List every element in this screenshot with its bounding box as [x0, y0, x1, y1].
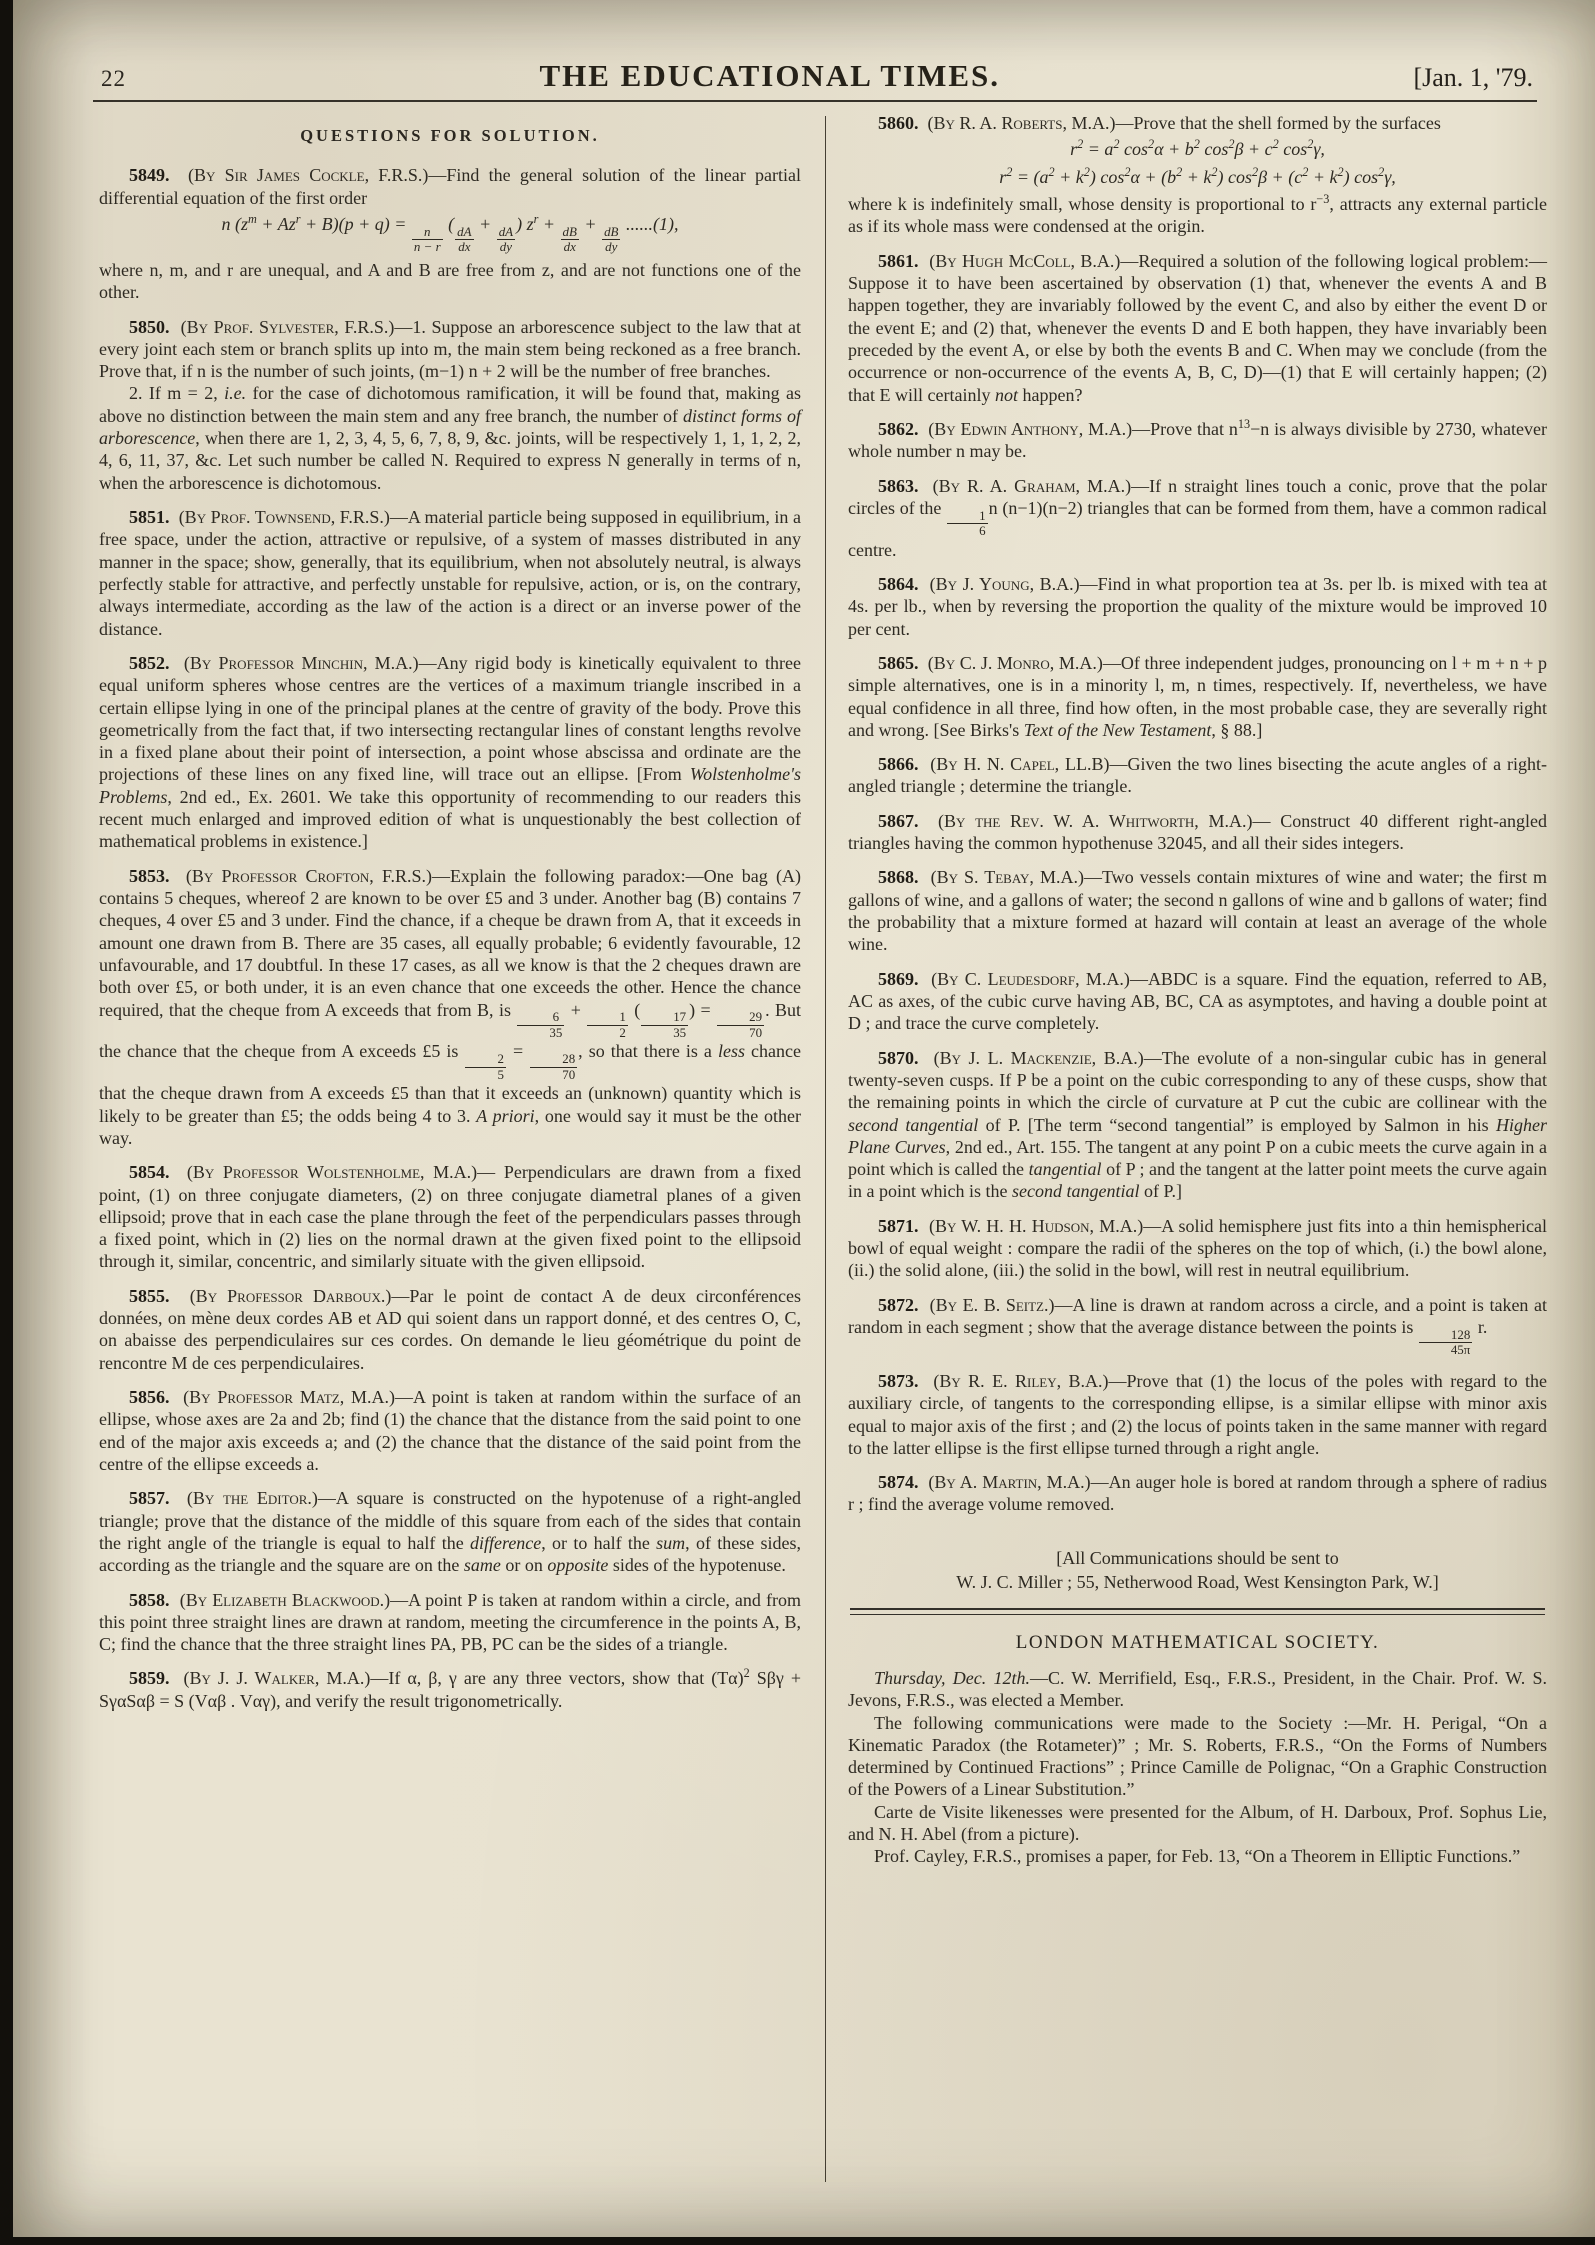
society-paragraph: Prof. Cayley, F.R.S., promises a paper, for Feb. 13, “On a Theorem in Elliptic Functions.”	[874, 1846, 1521, 1867]
section-title: QUESTIONS FOR SOLUTION.	[300, 126, 600, 145]
problem-text: —A solid hemisphere just fits into a thin hemispherical bowl of equal weight : compare the radii of the spheres on the top of which, (i.) the bowl alone, (ii.) the solid alone, (iii.) the solid in the bowl, will rest in neutral equilibrium.	[848, 1215, 1547, 1281]
problem-number: 5851.	[129, 507, 170, 528]
problem-5873	[848, 1370, 1547, 1459]
problem-attribution: (By the Rev. W. A. Whitworth, M.A.)	[937, 810, 1253, 831]
problem-attribution: (By Professor Wolstenholme, M.A.)	[186, 1162, 478, 1183]
problem-5864	[848, 573, 1547, 640]
problem-5869	[848, 968, 1547, 1035]
problem-text: —Of three independent judges, pronouncing on l + m + n + p simple alternatives, one is in a minority l, m, n times, respectively. If, nevertheless, we have equal confidence in all three, find how often, in the most probable case, they are severally right and wrong. [See Birks's Text of the New Testament, § 88.]	[848, 652, 1547, 740]
problem-number: 5850.	[129, 316, 170, 337]
problem-attribution: (By S. Tebay, M.A.)	[930, 867, 1084, 888]
problem-text: —Prove that (1) the locus of the poles with regard to the auxiliary circle, of tangents to the corresponding ellipse, is a similar ellipse with minor axis equal to major axis of the first ; and (2) the locus of points taken in the same manner with regard to the latter ellipse is the first ellipse turned through a right angle.	[848, 1370, 1548, 1458]
problem-5856	[99, 1386, 801, 1475]
problem-text: —Any rigid body is kinetically equivalent to three equal uniform spheres whose centres are the vertices of a maximum triangle inscribed in a certain ellipse lying in one of the principal planes at the centre of gravity of the body. Prove this geometrically from the fact that, if two intersecting rectangular lines of constant lengths revolve in a fixed plane about their point of intersection, a point whose abscissa and ordinate are the projections of these lines on any fixed line, will trace out an ellipse. [From Wolstenholme's Problems, 2nd ed., Ex. 2601. We take this opportunity of recommending to our readers this recent much enlarged and improved edition of what is unquestionably the best collection of mathematical problems in existence.]	[99, 652, 801, 852]
problem-attribution: (By R. E. Riley, B.A.)	[933, 1370, 1109, 1391]
problem-5867	[848, 810, 1547, 855]
problem-text: —Explain the following paradox:—One bag (A) contains 5 cheques, whereof 2 are known to be over £5 and 3 under. Another bag (B) contains 7 cheques, 4 over £5 and 3 under. Find the chance, if a cheque be drawn from A, that it exceeds in amount one drawn from B. There are 35 cases, all equally probable; 6 evidently favourable, 12 unfavourable, and 17 doubtful. In these 17 cases, as all we know is that the 2 cheques drawn are both over £5, or both under, it is an even chance that one exceeds the other. Hence the chance required, that the cheque from A exceeds that from B, is $\frac{6}{35}$ + $\frac{1}{2}$ ( $\frac{17}{35}$ ) = $\frac{29}{70}$ . But the chance that the cheque from A exceeds £5 is $\frac{2}{5}$ = $\frac{28}{70}$ , so that there is a less chance that the cheque drawn from A exceeds £5 than that it exceeds an (unknown) quantity which is likely to be greater than £5; the odds being 4 to 3. A priori, one would say it must be the other way.	[99, 865, 801, 1148]
problem-5858	[99, 1589, 801, 1656]
problem-number: 5869.	[878, 968, 919, 989]
problem-number: 5865.	[878, 652, 919, 673]
problem-text: where k is indefinitely small, whose density is proportional to $r^{-3}$, attracts any external particle as if its whole mass were condensed at the origin.	[848, 192, 1547, 237]
left-column	[99, 112, 801, 2212]
problem-number: 5856.	[129, 1387, 170, 1407]
problem-number: 5857.	[129, 1488, 170, 1509]
problem-number: 5863.	[878, 475, 919, 496]
problem-attribution: (By J. Young, B.A.)	[929, 573, 1080, 594]
section-divider	[850, 1608, 1545, 1615]
communications-line-2: W. J. C. Miller ; 55, Netherwood Road, West Kensington Park, W.]	[956, 1572, 1439, 1593]
problem-text: —A line is drawn at random across a circle, and a point is taken at random in each segment ; show that the average distance between the points is $\frac{128}{45\pi}$ r.	[848, 1294, 1548, 1358]
problem-5872	[848, 1294, 1547, 1358]
page-date: [Jan. 1, '79.	[1413, 63, 1533, 92]
masthead	[13, 0, 1595, 100]
problem-5863	[848, 475, 1547, 561]
problem-number: 5867.	[878, 810, 919, 831]
problem-attribution: (By J. L. Mackenzie, B.A.)	[933, 1047, 1144, 1068]
problem-attribution: (By R. A. Graham, M.A.)	[932, 475, 1132, 496]
problem-formula: $r^2 = (a^2 + k^2) \cos^2\alpha + (b^2 + k^2) \cos^2\beta + (c^2 + k^2)$ $\cos^2\gamma$,	[999, 164, 1396, 187]
scanned-page	[13, 0, 1595, 2237]
problem-5851	[99, 506, 801, 640]
problem-attribution: (By Prof. Townsend, F.R.S.)	[178, 507, 390, 528]
problem-number: 5861.	[878, 250, 919, 271]
problem-5874	[848, 1471, 1547, 1516]
problem-5870	[848, 1047, 1547, 1203]
problem-5854	[99, 1161, 801, 1273]
problem-text: —An auger hole is bored at random through a sphere of radius r ; find the average volume removed.	[848, 1472, 1548, 1515]
problem-5865	[848, 652, 1547, 741]
problem-number: 5874.	[878, 1472, 919, 1493]
problem-number: 5864.	[878, 573, 919, 594]
problem-text: — Perpendiculars are drawn from a fixed point, (1) on three conjugate diameters, (2) on three conjugate diametral planes of a given ellipsoid; prove that in each case the plane through the feet of the perpendiculars passes through a fixed point, which in (2) lies on the normal drawn at the given fixed point to the ellipsoid through it, similar, concentric, and similarly situate with the given ellipsoid.	[99, 1162, 802, 1272]
problem-number: 5855.	[129, 1285, 170, 1306]
problem-number: 5870.	[878, 1047, 919, 1068]
society-paragraph: The following communications were made to the Society :—Mr. H. Perigal, “On a Kinematic Paradox (the Rotameter)” ; Mr. S. Roberts, F.R.S., “On the Forms of Numbers determined by Continued Fractions” ; Prince Camille de Polignac, “On a Graphic Construction of the Powers of a Linear Substitution.”	[848, 1712, 1547, 1800]
problem-5853	[99, 865, 801, 1149]
communications-line-1: [All Communications should be sent to	[1056, 1547, 1339, 1568]
problem-5871	[848, 1215, 1547, 1282]
communications-note	[854, 1546, 1541, 1595]
problem-text: —A square is constructed on the hypotenuse of a right-angled triangle; prove that the distance of the middle of this square from each of the sides that contain the right angle of the triangle is equal to half the difference, or to half the sum, of these sides, according as the triangle and the square are on the same or on opposite sides of the hypotenuse.	[99, 1488, 802, 1576]
problem-number: 5872.	[878, 1294, 919, 1315]
problem-number: 5859.	[129, 1668, 170, 1689]
problem-attribution: (By Sir James Cockle, F.R.S.)	[187, 165, 429, 186]
problem-number: 5852.	[129, 652, 170, 673]
problem-attribution: (By R. A. Roberts, M.A.)	[927, 113, 1116, 133]
problem-5849	[99, 164, 801, 303]
problem-attribution: (By E. B. Seitz.)	[929, 1294, 1055, 1315]
problem-attribution: (By C. J. Monro, M.A.)	[927, 652, 1103, 673]
problem-5852	[99, 652, 801, 853]
society-paragraph: Thursday, Dec. 12th.—C. W. Merrifield, Esq., F.R.S., President, in the Chair. Prof. W. S. Jevons, F.R.S., was elected a Member.	[848, 1667, 1547, 1711]
problem-formula: $r^2 = a^2$ $\cos^2\alpha + b^2$ $\cos^2\beta + c^2$ $\cos^2\gamma$,	[1070, 137, 1325, 160]
problem-attribution: (By Professor Minchin, M.A.)	[183, 652, 419, 673]
problem-attribution: (By A. Martin, M.A.)	[928, 1472, 1091, 1493]
society-title: LONDON MATHEMATICAL SOCIETY.	[1015, 1632, 1380, 1654]
problem-attribution: (By the Editor.)	[186, 1488, 318, 1509]
problem-5866	[848, 753, 1547, 798]
problem-number: 5860.	[878, 113, 919, 133]
problem-text: —Par le point de contact A de deux circonférences données, on mène deux cordes AB et AD qui soient dans un rapport donné, et des centres O, C, on abaisse des perpendiculaires sur ces cordes. On demande le lieu géométrique du point de rencontre M de ces perpendiculaires.	[99, 1285, 801, 1373]
column-divider	[825, 116, 826, 2182]
problem-text: —A point is taken at random within the surface of an ellipse, whose axes are 2a and 2b; find (1) the chance that the distance from the said point to one end of the major axis exceeds a; and (2) the chance that the distance of the said point from the centre of the ellipse exceeds a.	[99, 1387, 802, 1474]
problem-number: 5873.	[878, 1370, 919, 1391]
problem-number: 5854.	[129, 1162, 170, 1183]
problem-text: —Two vessels contain mixtures of wine and water; the first m gallons of wine, and a gallons of water; the second n gallons of wine and b gallons of water; find the probability that a mixture formed at hazard will contain at least an average of the whole wine.	[848, 867, 1548, 955]
problem-attribution: (By H. N. Capel, LL.B)	[930, 754, 1110, 775]
problem-5860	[848, 112, 1547, 238]
problem-text: —A point P is taken at random within a circle, and from this point three straight lines are drawn at random, meeting the circumference in the points A, B, C; find the chance that the three straight lines PA, PB, PC can be the sides of a triangle.	[99, 1589, 802, 1655]
problem-text: —Required a solution of the following logical problem:—Suppose it to have been ascertained by observation (1) that, whenever the events A and B happen together, they are invariably followed by the event C, and also by either the event D or the event E; and (2) that, whenever the events D and E both happen, they have invariably been preceded by the event A, or else by both the events B and C. When may we conclude (from the occurrence or non-occurrence of the events A, B, C, D)—(1) that E will certainly happen; (2) that E will certainly not happen?	[848, 250, 1547, 405]
problem-number: 5858.	[129, 1589, 170, 1610]
problem-5862	[848, 418, 1547, 463]
problem-5868	[848, 866, 1547, 955]
problem-number: 5849.	[129, 165, 170, 186]
problem-attribution: (By J. J. Walker, M.A.)	[183, 1668, 371, 1689]
problem-5855	[99, 1285, 801, 1374]
problem-text: —1. Suppose an arborescence subject to the law that at every joint each stem or branch splits up into m, the main stem being reckoned as a free branch. Prove that, if n is the number of such joints, (m−1) n + 2 will be the number of free branches.	[99, 316, 801, 382]
problem-text: —ABDC is a square. Find the equation, referred to AB, AC as axes, of the cubic curve having AB, BC, CA as asymptotes, and having a double point at D ; and trace the curve completely.	[848, 968, 1548, 1034]
problem-number: 5862.	[878, 418, 919, 439]
problem-number: 5868.	[878, 867, 919, 888]
problem-attribution: (By Prof. Sylvester, F.R.S.)	[180, 316, 395, 337]
page-number: 22	[101, 66, 126, 91]
problem-text: —Prove that the shell formed by the surfaces	[1115, 113, 1441, 133]
problem-text: 2. If m = 2, i.e. for the case of dichotomous ramification, it will be found that, making as above no distinction between the main stem and any free branch, the number of distinct forms of arborescence, when there are 1, 2, 3, 4, 5, 6, 7, 8, 9, &c. joints, will be respectively 1, 1, 1, 2, 2, 4, 6, 11, 37, &c. Let such number be called N. Required to express N generally in terms of n, when the arborescence is dichotomous.	[99, 383, 802, 493]
problem-number: 5853.	[129, 865, 170, 886]
problem-number: 5866.	[878, 754, 919, 775]
problem-number: 5871.	[878, 1215, 919, 1236]
left-problem-list	[99, 164, 801, 1712]
problem-attribution: (By C. Leudesdorf, M.A.)	[931, 968, 1130, 989]
right-column	[848, 112, 1547, 2212]
society-paragraph: Carte de Visite likenesses were presented for the Album, of H. Darboux, Prof. Sophus Lie, and N. H. Abel (from a picture).	[848, 1801, 1547, 1845]
problem-formula: n $(z^m + Az^r + B)(p + q)$ = $\frac{n}{n - r}$ ( $\frac{dA}{dx}$ + $\frac{dA}{dy}$ ) $z^r$ + $\frac{dB}{dx}$ + $\frac{dB}{dy}$ ......(1),	[221, 212, 679, 255]
columns	[13, 102, 1595, 2212]
problem-text: where n, m, and r are unequal, and A and B are free from z, and are not functions one of the other.	[99, 259, 801, 303]
problem-text: —If n straight lines touch a conic, prove that the polar circles of the $\frac{1}{6}$ n (n−1)(n−2) triangles that can be formed from them, have a common radical centre.	[848, 475, 1548, 560]
problem-attribution: (By Professor Matz, M.A.)	[183, 1387, 396, 1407]
problem-attribution: (By Professor Crofton, F.R.S.)	[185, 865, 433, 886]
problem-text: — Construct 40 different right-angled triangles having the common hypothenuse 32045, and all their sides integers.	[848, 810, 1547, 854]
page-title: THE EDUCATIONAL TIMES.	[539, 58, 1001, 93]
problem-text: —Prove that $n^{13}-n$ is always divisible by 2730, whatever whole number n may be.	[848, 416, 1548, 462]
problem-attribution: (By Professor Darboux.)	[189, 1285, 392, 1306]
problem-text: —A material particle being supposed in equilibrium, in a free space, under the action, attractive or repulsive, of a system of masses distributed in any manner in the space; show, generally, that its equilibrium, when not absolutely neutral, is always perfectly stable for attractive, and perfectly unstable for repulsive, action, or is, on the contrary, always intermediate, according as the law of the action is a direct or an inverse power of the distance.	[99, 507, 802, 639]
problem-attribution: (By Edwin Anthony, M.A.)	[928, 418, 1133, 439]
problem-text: —Find in what proportion tea at 3s. per lb. is mixed with tea at 4s. per lb., when by reversing the proportion the quality of the mixture would be improved 10 per cent.	[848, 573, 1548, 639]
problem-attribution: (By W. H. H. Hudson, M.A.)	[928, 1215, 1144, 1236]
society-section	[848, 1667, 1547, 1868]
problem-5861	[848, 250, 1547, 406]
right-problem-list	[848, 112, 1547, 1516]
problem-5859	[99, 1667, 801, 1712]
problem-text: —Find the general solution of the linear partial differential equation of the first order	[99, 165, 801, 208]
problem-attribution: (By Elizabeth Blackwood.)	[179, 1589, 391, 1610]
problem-5850	[99, 316, 801, 495]
problem-text: —Given the two lines bisecting the acute angles of a right-angled triangle ; determine the triangle.	[848, 754, 1547, 797]
problem-text: —If α, β, γ are any three vectors, show that $(T\alpha)^2$ Sβγ + SγαSαβ = S (Vαβ . Vαγ), and verify the result trigonometrically.	[99, 1666, 802, 1711]
problem-attribution: (By Hugh McColl, B.A.)	[929, 250, 1121, 271]
problem-5857	[99, 1487, 801, 1576]
problem-text: —The evolute of a non-singular cubic has in general twenty-seven cusps. If P be a point on the cubic corresponding to any of these cusps, show that the remaining points in which the circle of curvature at P cut the cubic are collinear with the second tangential of P. [The term “second tangential” is employed by Salmon in his Higher Plane Curves, 2nd ed., Art. 155. The tangent at any point P on a cubic meets the curve again in a point which is called the tangential of P ; and the tangent at the latter point meets the curve again in a point which is the second tangential of P.]	[848, 1047, 1548, 1202]
